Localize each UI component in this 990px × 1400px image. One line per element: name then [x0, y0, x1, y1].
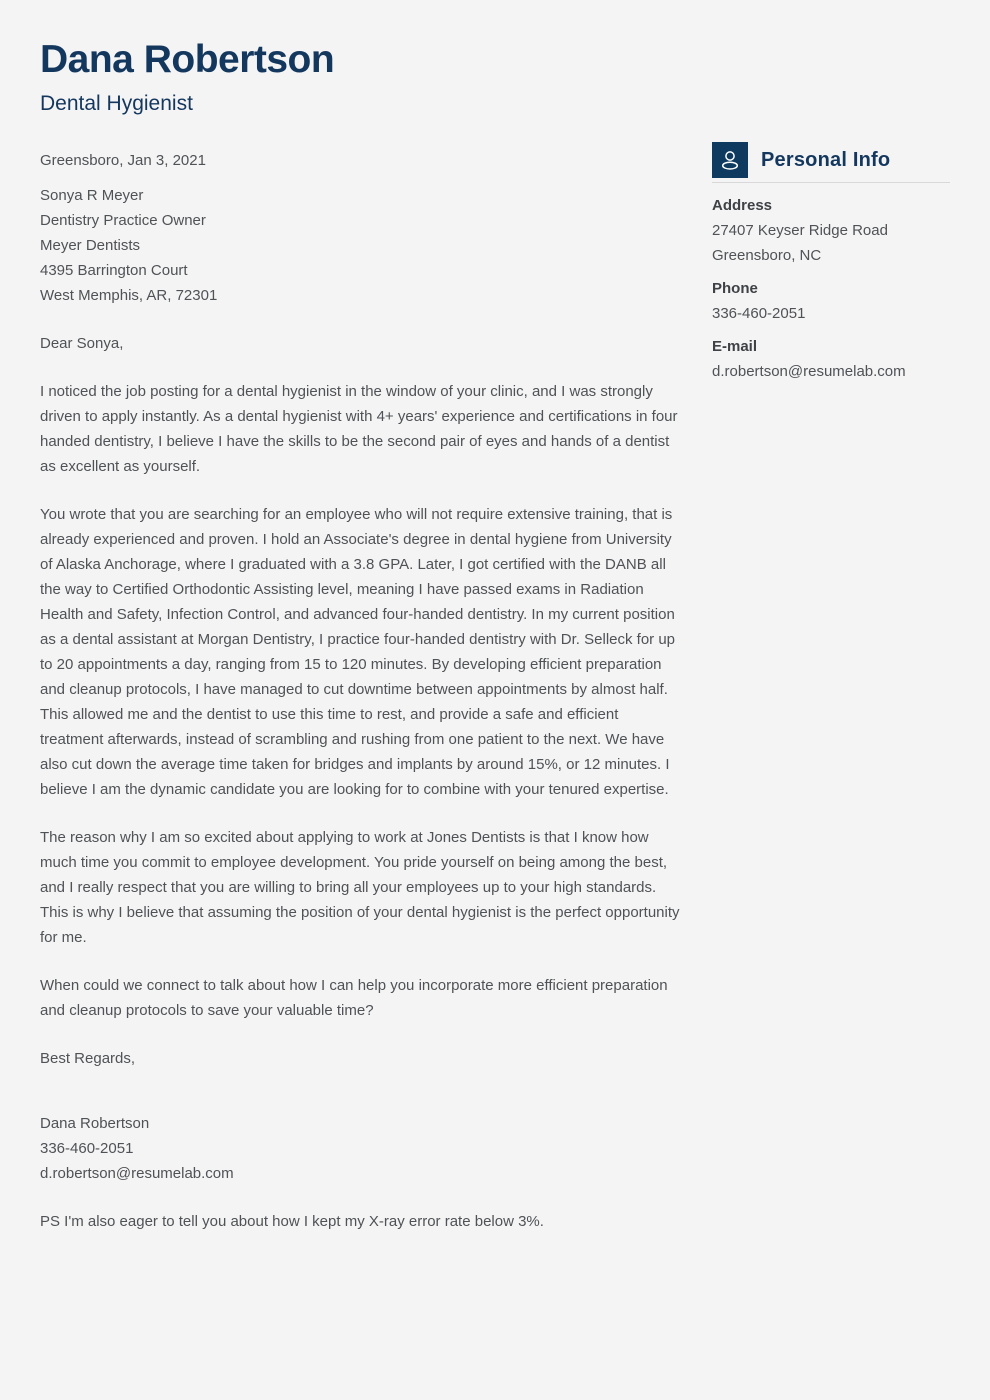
signature-email: d.robertson@resumelab.com [40, 1165, 234, 1183]
address-label: Address [712, 197, 773, 214]
letter-main-column [40, 40, 685, 1257]
personal-info-title: Personal Info [761, 148, 891, 171]
recipient-block [40, 183, 685, 308]
signature-phone: 336-460-2051 [40, 1140, 134, 1158]
recipient-company: Meyer Dentists [40, 237, 141, 255]
recipient-city: West Memphis, AR, 72301 [40, 287, 218, 305]
recipient-street: 4395 Barrington Court [40, 262, 188, 280]
personal-info-header [712, 142, 950, 178]
address-group [712, 193, 950, 268]
candidate-job-title: Dental Hygienist [40, 91, 193, 115]
email-group [712, 334, 950, 384]
personal-info-sidebar [712, 142, 950, 384]
phone-group [712, 276, 950, 326]
person-icon [712, 142, 748, 178]
closing: Best Regards, [40, 1050, 136, 1068]
paragraph-experience: You wrote that you are searching for an employee who will not require extensive training, that is already experienced and proven. I hold an Associate's degree in dental hygiene from University of Alaska Anchorage, where I graduated with a 3.8 GPA. Later, I got certified with the DANB all the way to Certified Orthodontic Assisting level, meaning I have passed exams in Radiation Health and Safety, Infection Control, and advanced four-handed dentistry. In my current position as a dental assistant at Morgan Dentistry, I practice four-handed dentistry with Dr. Selleck for up to 20 appointments a day, ranging from 15 to 120 minutes. By developing efficient preparation and cleanup protocols, I have managed to cut downtime between appointments by almost half. This allowed me and the dentist to use this time to rest, and provide a safe and efficient treatment afterwards, instead of scrambling and rushing from one patient to the next. We have also cut down the average time taken for bridges and implants by around 15%, or 12 minutes. I believe I am the dynamic candidate you are looking for to combine with your tenured expertise. [40, 506, 676, 799]
signature-name: Dana Robertson [40, 1115, 150, 1133]
postscript: PS I'm also eager to tell you about how I kept my X-ray error rate below 3%. [40, 1213, 544, 1231]
letter-date: Greensboro, Jan 3, 2021 [40, 152, 206, 170]
phone-value: 336-460-2051 [712, 305, 806, 322]
recipient-name: Sonya R Meyer [40, 187, 144, 205]
candidate-name: Dana Robertson [40, 38, 335, 81]
sidebar-divider [712, 182, 950, 183]
email-label: E-mail [712, 338, 758, 355]
paragraph-intro: I noticed the job posting for a dental hygienist in the window of your clinic, and I was strongly driven to apply instantly. As a dental hygienist with 4+ years' experience and certifications in four handed dentistry, I believe I have the skills to be the second pair of eyes and hands of a dentist as excellent as yourself. [40, 383, 678, 476]
salutation: Dear Sonya, [40, 335, 124, 353]
signature-block [40, 1111, 685, 1186]
recipient-role: Dentistry Practice Owner [40, 212, 206, 230]
paragraph-call-to-action: When could we connect to talk about how I can help you incorporate more efficient preparation and cleanup protocols to save your valuable time? [40, 977, 668, 1020]
address-line-2: Greensboro, NC [712, 247, 822, 264]
address-line-1: 27407 Keyser Ridge Road [712, 222, 888, 239]
email-value: d.robertson@resumelab.com [712, 363, 906, 380]
paragraph-motivation: The reason why I am so excited about applying to work at Jones Dentists is that I know how much time you commit to employee development. You pride yourself on being among the best, and I really respect that you are willing to bring all your employees up to your high standards. This is why I believe that assuming the position of your dental hygienist is the perfect opportunity for me. [40, 829, 680, 947]
phone-label: Phone [712, 280, 758, 297]
